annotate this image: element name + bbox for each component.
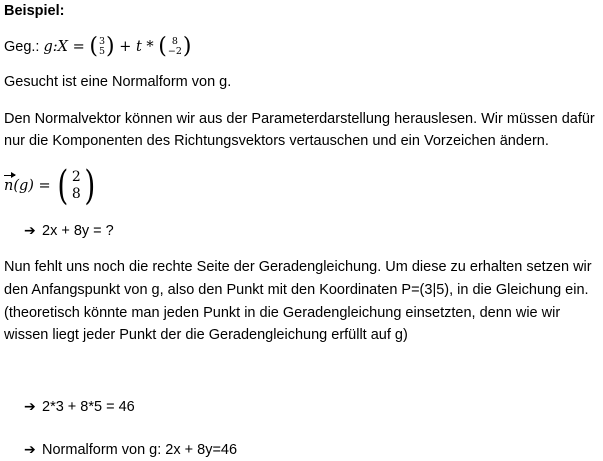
normal-symbol: n [4, 177, 14, 194]
paragraph-2-line-1: Den Normalvektor können wir aus der Parameterdarstellung herauslesen. Wir müssen dafür [4, 111, 595, 127]
normal-vector: ( 2 8 ) [57, 163, 96, 209]
paragraph-3-line-3: (theoretisch könnte man jeden Punkt in die Geradengleichung einsetzten, denn wie wir [4, 305, 561, 321]
step-3-text: Normalform von g: 2x + 8y=46 [42, 442, 238, 458]
arrow-icon: ➔ [24, 441, 36, 457]
normal-arg: (g) = [13, 177, 56, 194]
given-mid: + t * [114, 38, 159, 55]
step-1-text: 2x + 8y = ? [42, 223, 114, 239]
paragraph-3-line-1: Nun fehlt uns noch die rechte Seite der Geradengleichung. Um diese zu erhalten setzen wir [4, 259, 592, 275]
arrow-icon: ➔ [24, 222, 36, 238]
given-prefix: Geg.: [4, 38, 44, 55]
arrow-icon: ➔ [24, 398, 36, 414]
paragraph-2-line-2: nur die Komponenten des Richtungsvektors vertauschen und ein Vorzeichen ändern. [4, 133, 549, 149]
given-equation [4, 36, 191, 58]
paragraph-3-line-2: den Anfangspunkt von g, also den Punkt mit den Koordinaten P=(3|5), in die Gleichung ein. [4, 282, 589, 298]
paragraph-3-line-4: wissen liegt jeder Punkt der die Geradengleichung erfüllt auf g) [4, 327, 408, 343]
paragraph-1: Gesucht ist eine Normalform von g. [4, 74, 232, 90]
step-2-text: 2*3 + 8*5 = 46 [42, 399, 135, 415]
step-3 [24, 441, 237, 458]
given-lhs: g:X = [43, 38, 90, 55]
point-vector: ( 3 5 ) [89, 34, 115, 59]
step-2 [24, 398, 135, 415]
direction-vector: ( 8 −2 ) [158, 34, 192, 59]
step-1 [24, 222, 114, 239]
normal-vector-equation [4, 163, 97, 209]
heading: Beispiel: [4, 3, 65, 19]
